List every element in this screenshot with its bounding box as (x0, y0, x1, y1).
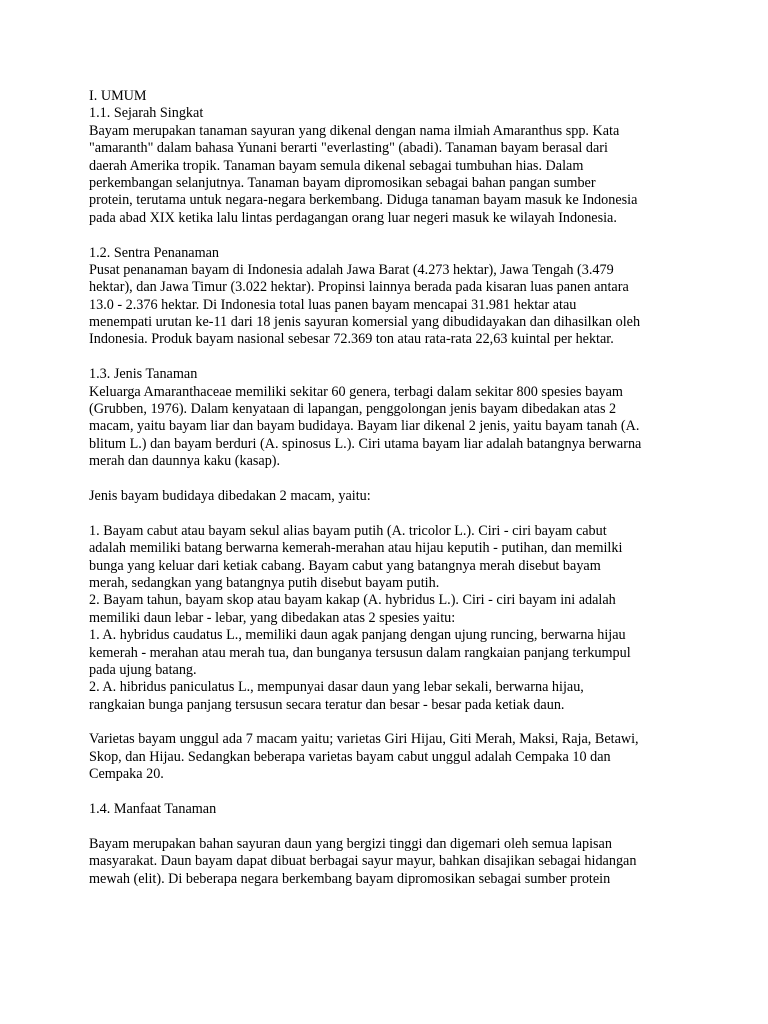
paragraph-gap (89, 227, 689, 244)
list-line: merah, sedangkan yang batangnya putih disebut bayam putih. (89, 574, 440, 591)
list-line: 2. A. hibridus paniculatus L., mempunyai dasar daun yang lebar sekali, berwarna hijau, (89, 679, 584, 696)
list-line: bunga yang keluar dari ketiak cabang. Bayam cabut yang batangnya merah disebut bayam (89, 557, 601, 574)
list-line: 2. Bayam tahun, bayam skop atau bayam kakap (A. hybridus L.). Ciri - ciri bayam ini adalah (89, 592, 616, 609)
main-heading: I. UMUM (89, 88, 147, 104)
list-line: rangkaian bunga panjang tersusun secara teratur dan besar - besar pada ketiak daun. (89, 696, 565, 713)
text-line: Varietas bayam unggul ada 7 macam yaitu; varietas Giri Hijau, Giti Merah, Maksi, Raja, Betawi, (89, 731, 639, 748)
document-body (89, 88, 689, 888)
text-line: (Grubben, 1976). Dalam kenyataan di lapangan, penggolongan jenis bayam dibedakan atas 2 (89, 401, 617, 418)
text-line: menempati urutan ke-11 dari 18 jenis sayuran komersial yang dibudidayakan dan dihasilkan oleh (89, 314, 641, 331)
text-line: pada abad XIX ketika lalu lintas perdagangan orang luar negeri masuk ke wilayah Indonesia. (89, 209, 617, 226)
paragraph-gap (89, 784, 689, 801)
list-line: 1. Bayam cabut atau bayam sekul alias bayam putih (A. tricolor L.). Ciri - ciri bayam cabut (89, 522, 607, 539)
text-line: Skop, dan Hijau. Sedangkan beberapa varietas bayam cabut unggul adalah Cempaka 10 dan (89, 748, 611, 765)
list-line: kemerah - merahan atau merah tua, dan bunganya tersusun dalam rangkaian panjang terkumpul (89, 644, 631, 661)
paragraph-gap (89, 349, 689, 366)
paragraph-gap (89, 505, 689, 522)
text-line: protein, terutama untuk negara-negara berkembang. Diduga tanaman bayam masuk ke Indonesia (89, 192, 638, 209)
text-line: 13.0 - 2.376 hektar. Di Indonesia total luas panen bayam mencapai 31.981 hektar atau (89, 296, 577, 313)
paragraph-sejarah (89, 123, 689, 227)
text-line: masyarakat. Daun bayam dapat dibuat berbagai sayur mayur, bahkan disajikan sebagai hidangan (89, 853, 637, 870)
paragraph-gap (89, 471, 689, 488)
paragraph-gap (89, 714, 689, 731)
paragraph-varietas (89, 731, 689, 783)
text-line: Indonesia. Produk bayam nasional sebesar 72.369 ton atau rata-rata 22,63 kuintal per hektar. (89, 331, 614, 348)
text-line: blitum L.) dan bayam berduri (A. spinosus L.). Ciri utama bayam liar adalah batangnya berwarna (89, 435, 642, 452)
text-line: "amaranth" dalam bahasa Yunani berarti "everlasting" (abadi). Tanaman bayam berasal dari (89, 140, 608, 157)
text-line: Cempaka 20. (89, 766, 164, 783)
section-title-sentra: 1.2. Sentra Penanaman (89, 244, 220, 261)
text-line: Keluarga Amaranthaceae memiliki sekitar 60 genera, terbagi dalam sekitar 800 spesies bayam (89, 383, 623, 400)
text-line: mewah (elit). Di beberapa negara berkembang bayam dipromosikan sebagai sumber protein (89, 870, 611, 887)
paragraph-manfaat (89, 836, 689, 888)
text-line: Bayam merupakan tanaman sayuran yang dikenal dengan nama ilmiah Amaranthus spp. Kata (89, 122, 620, 139)
text-line: daerah Amerika tropik. Tanaman bayam semula dikenal sebagai tumbuhan hias. Dalam (89, 157, 584, 174)
text-line: macam, yaitu bayam liar dan bayam budidaya. Bayam liar dikenal 2 jenis, yaitu bayam tanah (A. (89, 418, 640, 435)
paragraph-gap (89, 818, 689, 835)
text-line: Pusat penanaman bayam di Indonesia adalah Jawa Barat (4.273 hektar), Jawa Tengah (3.479 (89, 261, 614, 278)
list-line: pada ujung batang. (89, 661, 197, 678)
section-title-jenis: 1.3. Jenis Tanaman (89, 366, 198, 383)
section-title-sejarah: 1.1. Sejarah Singkat (89, 105, 204, 122)
list-line: adalah memiliki batang berwarna kemerah-merahan atau hijau keputih - putihan, dan memilki (89, 540, 623, 557)
section-title-manfaat: 1.4. Manfaat Tanaman (89, 801, 217, 818)
text-line: perkembangan selanjutnya. Tanaman bayam dipromosikan sebagai bahan pangan sumber (89, 174, 596, 191)
text-line: Bayam merupakan bahan sayuran daun yang bergizi tinggi dan digemari oleh semua lapisan (89, 835, 612, 852)
list-budidaya (89, 523, 689, 714)
paragraph-jenis (89, 384, 689, 471)
paragraph-sentra (89, 262, 689, 349)
text-line: hektar), dan Jawa Timur (3.022 hektar). Propinsi lainnya berada pada kisaran luas panen antara (89, 279, 629, 296)
text-line: merah dan daunnya kaku (kasap). (89, 453, 281, 470)
list-line: memiliki daun lebar - lebar, yang dibedakan atas 2 spesies yaitu: (89, 609, 456, 626)
intro-budidaya: Jenis bayam budidaya dibedakan 2 macam, yaitu: (89, 487, 371, 504)
list-line: 1. A. hybridus caudatus L., memiliki daun agak panjang dengan ujung runcing, berwarna hijau (89, 627, 626, 644)
